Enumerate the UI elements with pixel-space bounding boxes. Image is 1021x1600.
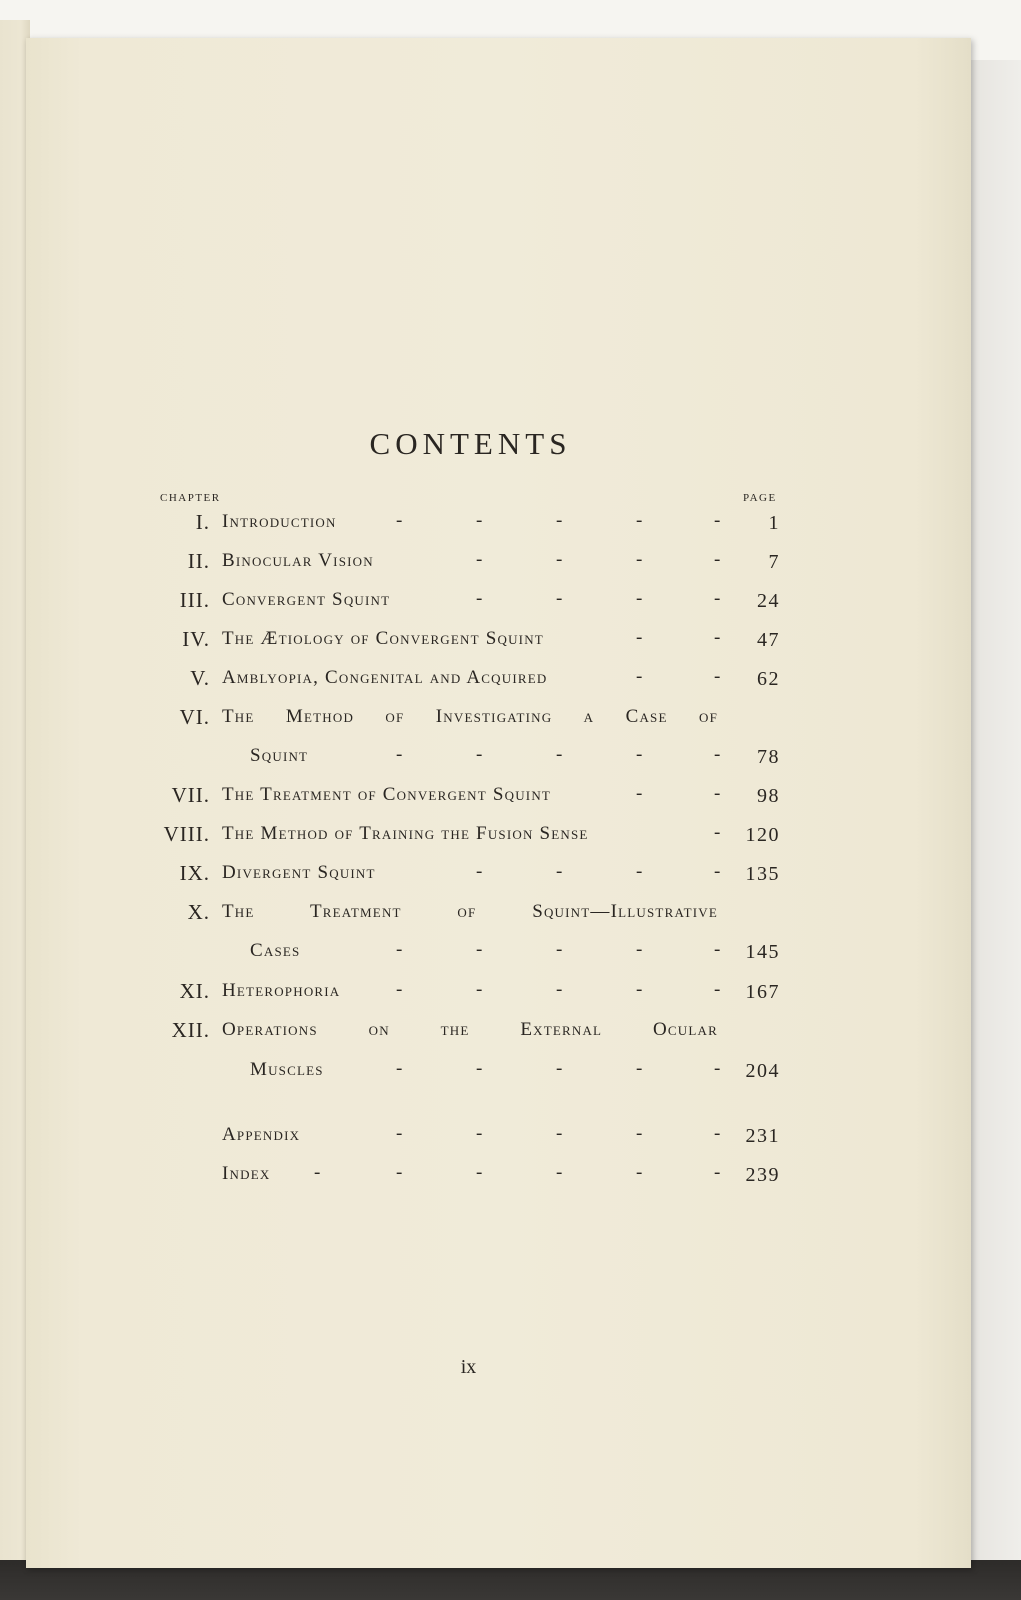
page-number: 167 (745, 981, 780, 1003)
leader-dash: - (636, 744, 643, 765)
toc-entry (26, 900, 971, 934)
chapter-title-continuation: Cases (250, 940, 301, 961)
page-number: 204 (745, 1060, 780, 1082)
chapter-title: The Method of Investigating a Case of (222, 706, 718, 727)
leader-dash: - (636, 588, 643, 609)
leader-dash: - (714, 783, 721, 804)
chapter-title: Introduction (222, 511, 337, 532)
page-number: 135 (745, 863, 780, 885)
chapter-number: VII. (171, 783, 210, 807)
leader-dash: - (714, 549, 721, 570)
toc-entry (26, 666, 971, 700)
toc-entry (26, 783, 971, 817)
toc-entry (26, 588, 971, 622)
chapter-title-continuation: Squint (250, 745, 309, 766)
leader-dash: - (636, 510, 643, 531)
page-number: 239 (745, 1164, 780, 1186)
page-number: 120 (745, 824, 780, 846)
toc-entry (26, 627, 971, 661)
chapter-number: XII. (171, 1018, 210, 1042)
leader-dash: - (396, 1058, 403, 1079)
chapter-number: VIII. (163, 822, 210, 846)
leader-dash: - (476, 588, 483, 609)
toc-entry-continuation (26, 939, 971, 973)
leader-dash: - (556, 549, 563, 570)
page-number: 145 (745, 941, 780, 963)
leader-dash: - (556, 861, 563, 882)
toc-entry (26, 705, 971, 739)
leader-dash: - (714, 1058, 721, 1079)
toc-entry (26, 861, 971, 895)
chapter-number: IX. (179, 861, 210, 885)
chapter-title: Amblyopia, Congenital and Acquired (222, 667, 548, 688)
leader-dash: - (556, 1058, 563, 1079)
chapter-number: X. (187, 900, 210, 924)
leader-dash: - (714, 627, 721, 648)
leader-dash: - (396, 979, 403, 1000)
toc-entry (26, 549, 971, 583)
leader-dash: - (396, 744, 403, 765)
page-title: CONTENTS (369, 426, 572, 461)
leader-dash: - (714, 1162, 721, 1183)
leader-dash: - (476, 1058, 483, 1079)
page-stack-edge (966, 60, 1021, 1600)
chapter-title: Divergent Squint (222, 862, 376, 883)
chapter-title: The Method of Training the Fusion Sense (222, 823, 589, 844)
leader-dash: - (556, 939, 563, 960)
chapter-title: Operations on the External Ocular (222, 1019, 718, 1040)
leader-dash: - (476, 510, 483, 531)
toc-entry (26, 979, 971, 1013)
toc-entry (26, 1018, 971, 1052)
leader-dash: - (714, 979, 721, 1000)
chapter-title: Appendix (222, 1124, 301, 1145)
chapter-title: Convergent Squint (222, 589, 391, 610)
page-number: 62 (757, 668, 780, 690)
chapter-number: I. (195, 510, 210, 534)
page-number: 231 (745, 1125, 780, 1147)
leader-dash: - (714, 939, 721, 960)
leader-dash: - (396, 1162, 403, 1183)
leader-dash: - (556, 744, 563, 765)
page-number: 78 (757, 746, 780, 768)
chapter-title: The Treatment of Convergent Squint (222, 784, 552, 805)
leader-dash: - (556, 510, 563, 531)
leader-dash: - (314, 1162, 321, 1183)
chapter-title-continuation: Muscles (250, 1059, 324, 1080)
page-column-label: PAGE (743, 492, 777, 504)
chapter-title: Index (222, 1163, 271, 1184)
leader-dash: - (476, 939, 483, 960)
leader-dash: - (636, 1058, 643, 1079)
leader-dash: - (476, 549, 483, 570)
leader-dash: - (714, 744, 721, 765)
contents-page (26, 38, 971, 1568)
leader-dash: - (636, 979, 643, 1000)
toc-entry-continuation (26, 744, 971, 778)
leader-dash: - (636, 549, 643, 570)
leader-dash: - (714, 1123, 721, 1144)
page-number: 47 (757, 629, 780, 651)
chapter-number: III. (179, 588, 210, 612)
leader-dash: - (636, 1123, 643, 1144)
leader-dash: - (714, 666, 721, 687)
leader-dash: - (714, 588, 721, 609)
leader-dash: - (636, 939, 643, 960)
leader-dash: - (636, 861, 643, 882)
page-number: 7 (768, 551, 780, 573)
chapter-number: II. (187, 549, 210, 573)
leader-dash: - (396, 510, 403, 531)
leader-dash: - (556, 1162, 563, 1183)
leader-dash: - (476, 1162, 483, 1183)
leader-dash: - (714, 510, 721, 531)
page-folio: ix (460, 1356, 477, 1378)
leader-dash: - (636, 1162, 643, 1183)
leader-dash: - (714, 822, 721, 843)
leader-dash: - (636, 666, 643, 687)
toc-entry (26, 1123, 971, 1157)
chapter-title: Heterophoria (222, 980, 341, 1001)
leader-dash: - (636, 783, 643, 804)
toc-entry (26, 1162, 971, 1196)
chapter-number: IV. (182, 627, 210, 651)
chapter-number: VI. (179, 705, 210, 729)
leader-dash: - (476, 744, 483, 765)
chapter-number: XI. (179, 979, 210, 1003)
leader-dash: - (476, 1123, 483, 1144)
chapter-title: The Treatment of Squint—Illustrative (222, 901, 718, 922)
leader-dash: - (476, 979, 483, 1000)
chapter-title: The Ætiology of Convergent Squint (222, 628, 544, 649)
page-number: 98 (757, 785, 780, 807)
page-number: 1 (768, 512, 780, 534)
toc-entry (26, 822, 971, 856)
leader-dash: - (636, 627, 643, 648)
leader-dash: - (476, 861, 483, 882)
leader-dash: - (396, 939, 403, 960)
chapter-title: Binocular Vision (222, 550, 374, 571)
chapter-number: V. (190, 666, 210, 690)
toc-entry-continuation (26, 1058, 971, 1092)
toc-entry (26, 510, 971, 544)
leader-dash: - (396, 1123, 403, 1144)
leader-dash: - (714, 861, 721, 882)
leader-dash: - (556, 588, 563, 609)
page-number: 24 (757, 590, 780, 612)
leader-dash: - (556, 1123, 563, 1144)
leader-dash: - (556, 979, 563, 1000)
chapter-column-label: CHAPTER (160, 492, 221, 504)
